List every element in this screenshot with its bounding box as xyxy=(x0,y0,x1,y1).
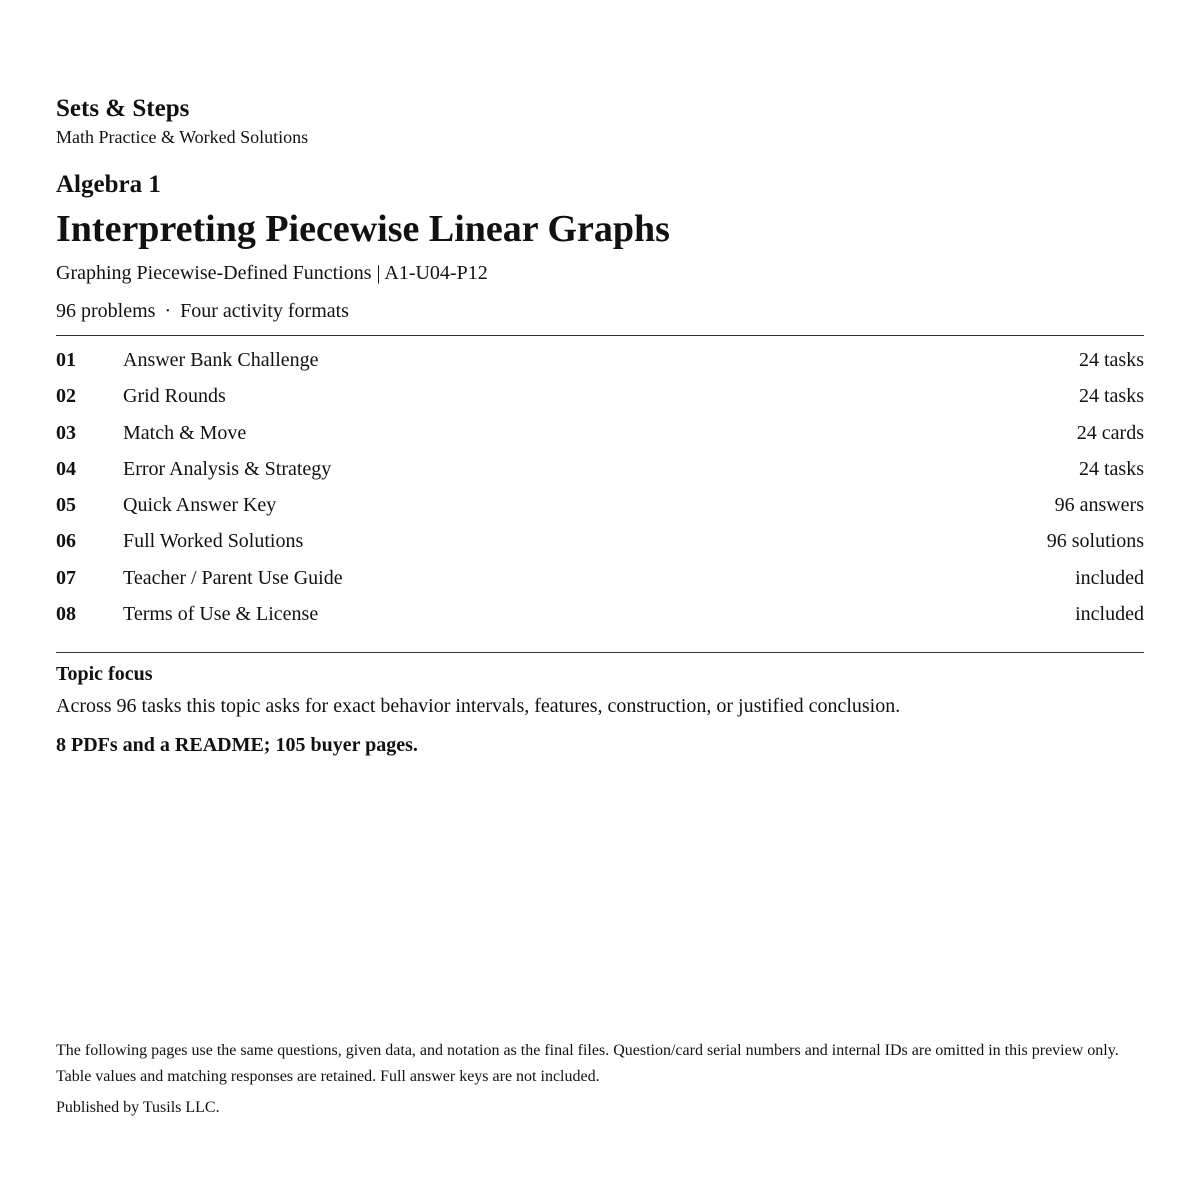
contents-number: 06 xyxy=(56,530,76,553)
contents-count: 96 answers xyxy=(1054,494,1144,517)
contents-label: Grid Rounds xyxy=(123,385,226,408)
contents-row xyxy=(56,487,1144,523)
activity-formats: Four activity formats xyxy=(180,300,349,322)
contents-count: 24 cards xyxy=(1076,421,1144,444)
course-name: Algebra 1 xyxy=(56,171,161,198)
contents-number: 05 xyxy=(56,494,76,517)
contents-row xyxy=(56,378,1144,414)
meta-separator: · xyxy=(164,300,172,322)
preview-page xyxy=(56,0,1144,1200)
contents-number: 07 xyxy=(56,566,76,589)
contents-row xyxy=(56,342,1144,378)
contents-row xyxy=(56,415,1144,451)
topic-focus-text: Across 96 tasks this topic asks for exact behavior intervals, features, construction, or justified conclusion. xyxy=(56,695,901,717)
preview-disclaimer: The following pages use the same questions, given data, and notation as the final files. Question/card serial numbers and internal IDs are omitted in this preview only. Table values and matching responses are retained. Full answer keys are not included. xyxy=(56,1042,1119,1085)
problem-count: 96 problems xyxy=(56,300,156,322)
contents-count: 24 tasks xyxy=(1079,457,1144,480)
contents-number: 02 xyxy=(56,385,76,408)
contents-number: 04 xyxy=(56,457,76,480)
product-meta xyxy=(56,298,349,324)
contents-number: 01 xyxy=(56,349,76,371)
contents-count: 96 solutions xyxy=(1046,530,1144,553)
contents-label: Teacher / Parent Use Guide xyxy=(123,566,343,589)
contents-row xyxy=(56,596,1144,632)
contents-label: Answer Bank Challenge xyxy=(123,349,319,371)
contents-list xyxy=(56,342,1144,632)
contents-row xyxy=(56,451,1144,487)
divider-top xyxy=(56,335,1144,336)
topic-focus-heading: Topic focus xyxy=(56,663,153,685)
contents-row xyxy=(56,560,1144,596)
publisher-line: Published by Tusils LLC. xyxy=(56,1099,220,1116)
contents-count: 24 tasks xyxy=(1079,385,1144,408)
contents-row xyxy=(56,523,1144,559)
contents-count: included xyxy=(1075,603,1144,626)
page-title: Interpreting Piecewise Linear Graphs xyxy=(56,208,670,250)
contents-number: 03 xyxy=(56,421,76,444)
contents-label: Full Worked Solutions xyxy=(123,530,304,553)
brand-name: Sets & Steps xyxy=(56,95,190,122)
brand-tagline: Math Practice & Worked Solutions xyxy=(56,127,309,147)
contents-count: 24 tasks xyxy=(1079,349,1144,371)
package-summary: 8 PDFs and a README; 105 buyer pages. xyxy=(56,734,418,756)
contents-label: Quick Answer Key xyxy=(123,494,277,517)
contents-label: Match & Move xyxy=(123,421,247,444)
contents-label: Error Analysis & Strategy xyxy=(123,457,332,480)
contents-number: 08 xyxy=(56,603,76,626)
divider-bottom xyxy=(56,652,1144,653)
contents-label: Terms of Use & License xyxy=(123,603,319,626)
product-subtitle: Graphing Piecewise-Defined Functions | A1-U04-P12 xyxy=(56,262,488,284)
contents-count: included xyxy=(1075,566,1144,589)
